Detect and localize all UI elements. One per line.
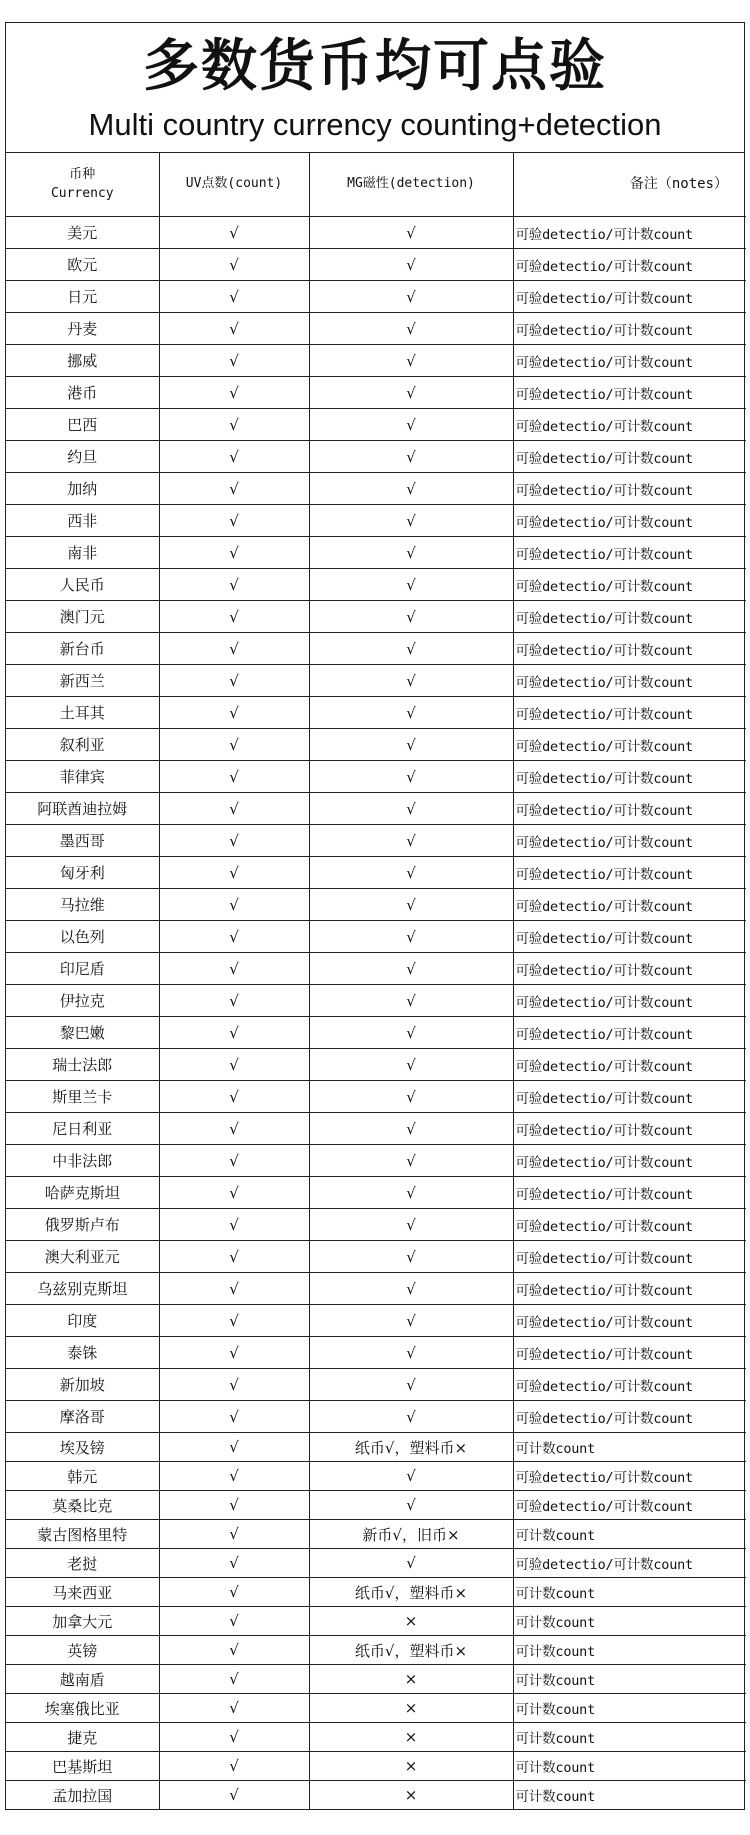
- uv-mark-cell: √: [159, 1549, 309, 1578]
- mg-mark-cell: √: [309, 1305, 513, 1337]
- uv-mark-cell: √: [159, 1607, 309, 1636]
- mg-mark-cell: √: [309, 473, 513, 505]
- note-cell: 可验detectio/可计数count: [513, 665, 746, 697]
- table-row: [6, 1520, 746, 1549]
- table-row: [6, 249, 746, 281]
- currency-name-cell: 新台币: [6, 633, 159, 665]
- note-cell: 可计数count: [513, 1781, 746, 1810]
- mg-mark-cell: √: [309, 985, 513, 1017]
- note-cell: 可验detectio/可计数count: [513, 953, 746, 985]
- header-uv: UV点数(count): [159, 153, 309, 217]
- currency-name-cell: 尼日利亚: [6, 1113, 159, 1145]
- note-cell: 可验detectio/可计数count: [513, 1113, 746, 1145]
- currency-name-cell: 土耳其: [6, 697, 159, 729]
- table-row: [6, 1723, 746, 1752]
- mg-mark-cell: √: [309, 665, 513, 697]
- note-cell: 可验detectio/可计数count: [513, 1369, 746, 1401]
- uv-mark-cell: √: [159, 793, 309, 825]
- mg-mark-cell: ×: [309, 1607, 513, 1636]
- note-cell: 可验detectio/可计数count: [513, 1049, 746, 1081]
- currency-sheet: [5, 22, 745, 1810]
- uv-mark-cell: √: [159, 249, 309, 281]
- table-row: [6, 1209, 746, 1241]
- header-currency: [6, 153, 159, 217]
- uv-mark-cell: √: [159, 1209, 309, 1241]
- mg-mark-cell: √: [309, 569, 513, 601]
- uv-mark-cell: √: [159, 729, 309, 761]
- table-row: [6, 345, 746, 377]
- mg-mark-cell: √: [309, 1369, 513, 1401]
- currency-name-cell: 英镑: [6, 1636, 159, 1665]
- table-row: [6, 825, 746, 857]
- table-row: [6, 1017, 746, 1049]
- mg-mark-cell: √: [309, 633, 513, 665]
- mg-mark-cell: √: [309, 1273, 513, 1305]
- mg-mark-cell: √: [309, 345, 513, 377]
- table-row: [6, 1177, 746, 1209]
- uv-mark-cell: √: [159, 761, 309, 793]
- uv-mark-cell: √: [159, 1752, 309, 1781]
- uv-mark-cell: √: [159, 1305, 309, 1337]
- table-row: [6, 633, 746, 665]
- table-row: [6, 217, 746, 249]
- note-cell: 可计数count: [513, 1520, 746, 1549]
- currency-name-cell: 加拿大元: [6, 1607, 159, 1636]
- note-cell: 可验detectio/可计数count: [513, 1305, 746, 1337]
- table-row: [6, 1145, 746, 1177]
- mg-mark-cell: ×: [309, 1781, 513, 1810]
- mg-mark-cell: √: [309, 1177, 513, 1209]
- table-row: [6, 1462, 746, 1491]
- mg-mark-cell: √: [309, 249, 513, 281]
- note-cell: 可验detectio/可计数count: [513, 217, 746, 249]
- table-row: [6, 761, 746, 793]
- table-row: [6, 985, 746, 1017]
- table-row: [6, 953, 746, 985]
- mg-mark-cell: √: [309, 281, 513, 313]
- uv-mark-cell: √: [159, 281, 309, 313]
- header-row: [6, 153, 746, 217]
- currency-name-cell: 莫桑比克: [6, 1491, 159, 1520]
- header-currency-cn: 币种: [69, 166, 96, 182]
- table-row: [6, 601, 746, 633]
- table-row: [6, 1781, 746, 1810]
- table-row: [6, 697, 746, 729]
- table-row: [6, 377, 746, 409]
- note-cell: 可验detectio/可计数count: [513, 1549, 746, 1578]
- mg-mark-cell: √: [309, 409, 513, 441]
- mg-mark-cell: √: [309, 1017, 513, 1049]
- table-row: [6, 569, 746, 601]
- note-cell: 可验detectio/可计数count: [513, 1337, 746, 1369]
- table-row: [6, 1241, 746, 1273]
- currency-name-cell: 摩洛哥: [6, 1401, 159, 1433]
- table-row: [6, 313, 746, 345]
- note-cell: 可验detectio/可计数count: [513, 793, 746, 825]
- uv-mark-cell: √: [159, 569, 309, 601]
- table-row: [6, 1752, 746, 1781]
- mg-mark-cell: √: [309, 825, 513, 857]
- currency-name-cell: 日元: [6, 281, 159, 313]
- currency-name-cell: 约旦: [6, 441, 159, 473]
- currency-name-cell: 丹麦: [6, 313, 159, 345]
- mg-mark-cell: 新币√，旧币×: [309, 1520, 513, 1549]
- currency-name-cell: 澳门元: [6, 601, 159, 633]
- uv-mark-cell: √: [159, 1578, 309, 1607]
- currency-name-cell: 马来西亚: [6, 1578, 159, 1607]
- mg-mark-cell: ×: [309, 1665, 513, 1694]
- table-row: [6, 441, 746, 473]
- currency-name-cell: 挪威: [6, 345, 159, 377]
- uv-mark-cell: √: [159, 889, 309, 921]
- currency-name-cell: 捷克: [6, 1723, 159, 1752]
- table-row: [6, 1113, 746, 1145]
- uv-mark-cell: √: [159, 1694, 309, 1723]
- currency-name-cell: 黎巴嫩: [6, 1017, 159, 1049]
- mg-mark-cell: √: [309, 1401, 513, 1433]
- mg-mark-cell: √: [309, 217, 513, 249]
- currency-name-cell: 韩元: [6, 1462, 159, 1491]
- note-cell: 可计数count: [513, 1607, 746, 1636]
- uv-mark-cell: √: [159, 1433, 309, 1462]
- table-row: [6, 729, 746, 761]
- note-cell: 可计数count: [513, 1694, 746, 1723]
- mg-mark-cell: √: [309, 441, 513, 473]
- uv-mark-cell: √: [159, 1723, 309, 1752]
- mg-mark-cell: ×: [309, 1694, 513, 1723]
- note-cell: 可验detectio/可计数count: [513, 697, 746, 729]
- uv-mark-cell: √: [159, 1520, 309, 1549]
- mg-mark-cell: √: [309, 505, 513, 537]
- table-row: [6, 1578, 746, 1607]
- uv-mark-cell: √: [159, 921, 309, 953]
- note-cell: 可验detectio/可计数count: [513, 409, 746, 441]
- note-cell: 可验detectio/可计数count: [513, 441, 746, 473]
- note-cell: 可验detectio/可计数count: [513, 345, 746, 377]
- header-mg: MG磁性(detection): [309, 153, 513, 217]
- mg-mark-cell: √: [309, 1337, 513, 1369]
- note-cell: 可验detectio/可计数count: [513, 377, 746, 409]
- uv-mark-cell: √: [159, 505, 309, 537]
- uv-mark-cell: √: [159, 1665, 309, 1694]
- note-cell: 可验detectio/可计数count: [513, 1145, 746, 1177]
- mg-mark-cell: 纸币√，塑料币×: [309, 1433, 513, 1462]
- note-cell: 可验detectio/可计数count: [513, 825, 746, 857]
- mg-mark-cell: √: [309, 1081, 513, 1113]
- note-cell: 可计数count: [513, 1752, 746, 1781]
- note-cell: 可验detectio/可计数count: [513, 313, 746, 345]
- uv-mark-cell: √: [159, 313, 309, 345]
- title-chinese: 多数货币均可点验: [143, 34, 607, 99]
- currency-name-cell: 泰铢: [6, 1337, 159, 1369]
- table-row: [6, 1636, 746, 1665]
- uv-mark-cell: √: [159, 345, 309, 377]
- uv-mark-cell: √: [159, 1145, 309, 1177]
- uv-mark-cell: √: [159, 217, 309, 249]
- uv-mark-cell: √: [159, 1113, 309, 1145]
- currency-name-cell: 新加坡: [6, 1369, 159, 1401]
- currency-name-cell: 美元: [6, 217, 159, 249]
- note-cell: 可验detectio/可计数count: [513, 537, 746, 569]
- table-row: [6, 281, 746, 313]
- note-cell: 可验detectio/可计数count: [513, 249, 746, 281]
- currency-table: [6, 153, 746, 1809]
- uv-mark-cell: √: [159, 473, 309, 505]
- currency-name-cell: 越南盾: [6, 1665, 159, 1694]
- uv-mark-cell: √: [159, 409, 309, 441]
- uv-mark-cell: √: [159, 1781, 309, 1810]
- currency-name-cell: 巴基斯坦: [6, 1752, 159, 1781]
- note-cell: 可验detectio/可计数count: [513, 985, 746, 1017]
- currency-name-cell: 老挝: [6, 1549, 159, 1578]
- note-cell: 可验detectio/可计数count: [513, 889, 746, 921]
- currency-name-cell: 南非: [6, 537, 159, 569]
- uv-mark-cell: √: [159, 953, 309, 985]
- table-body: [6, 217, 746, 1810]
- currency-name-cell: 孟加拉国: [6, 1781, 159, 1810]
- currency-name-cell: 埃及镑: [6, 1433, 159, 1462]
- currency-name-cell: 马拉维: [6, 889, 159, 921]
- table-row: [6, 473, 746, 505]
- currency-name-cell: 西非: [6, 505, 159, 537]
- currency-name-cell: 印尼盾: [6, 953, 159, 985]
- table-row: [6, 1401, 746, 1433]
- mg-mark-cell: ×: [309, 1723, 513, 1752]
- table-row: [6, 889, 746, 921]
- uv-mark-cell: √: [159, 1369, 309, 1401]
- currency-name-cell: 新西兰: [6, 665, 159, 697]
- note-cell: 可验detectio/可计数count: [513, 1462, 746, 1491]
- uv-mark-cell: √: [159, 1017, 309, 1049]
- table-row: [6, 1694, 746, 1723]
- currency-name-cell: 乌兹别克斯坦: [6, 1273, 159, 1305]
- currency-name-cell: 加纳: [6, 473, 159, 505]
- currency-name-cell: 伊拉克: [6, 985, 159, 1017]
- mg-mark-cell: √: [309, 1209, 513, 1241]
- table-row: [6, 1081, 746, 1113]
- mg-mark-cell: √: [309, 761, 513, 793]
- uv-mark-cell: √: [159, 1462, 309, 1491]
- uv-mark-cell: √: [159, 1491, 309, 1520]
- table-row: [6, 793, 746, 825]
- currency-name-cell: 印度: [6, 1305, 159, 1337]
- title-block: [6, 23, 744, 153]
- mg-mark-cell: √: [309, 313, 513, 345]
- mg-mark-cell: √: [309, 1462, 513, 1491]
- uv-mark-cell: √: [159, 1401, 309, 1433]
- mg-mark-cell: √: [309, 697, 513, 729]
- note-cell: 可验detectio/可计数count: [513, 857, 746, 889]
- note-cell: 可计数count: [513, 1636, 746, 1665]
- table-row: [6, 1369, 746, 1401]
- table-row: [6, 1273, 746, 1305]
- uv-mark-cell: √: [159, 1636, 309, 1665]
- mg-mark-cell: √: [309, 1113, 513, 1145]
- mg-mark-cell: √: [309, 1549, 513, 1578]
- uv-mark-cell: √: [159, 1241, 309, 1273]
- uv-mark-cell: √: [159, 633, 309, 665]
- note-cell: 可验detectio/可计数count: [513, 473, 746, 505]
- currency-name-cell: 匈牙利: [6, 857, 159, 889]
- note-cell: 可验detectio/可计数count: [513, 505, 746, 537]
- table-row: [6, 857, 746, 889]
- table-row: [6, 1607, 746, 1636]
- currency-name-cell: 以色列: [6, 921, 159, 953]
- note-cell: 可验detectio/可计数count: [513, 729, 746, 761]
- mg-mark-cell: 纸币√，塑料币×: [309, 1578, 513, 1607]
- note-cell: 可验detectio/可计数count: [513, 1273, 746, 1305]
- uv-mark-cell: √: [159, 1081, 309, 1113]
- table-row: [6, 921, 746, 953]
- uv-mark-cell: √: [159, 1049, 309, 1081]
- currency-name-cell: 中非法郎: [6, 1145, 159, 1177]
- note-cell: 可验detectio/可计数count: [513, 601, 746, 633]
- table-row: [6, 1337, 746, 1369]
- uv-mark-cell: √: [159, 441, 309, 473]
- mg-mark-cell: √: [309, 729, 513, 761]
- currency-name-cell: 菲律宾: [6, 761, 159, 793]
- currency-name-cell: 巴西: [6, 409, 159, 441]
- uv-mark-cell: √: [159, 537, 309, 569]
- table-row: [6, 1049, 746, 1081]
- header-notes: 备注（notes）: [513, 153, 746, 217]
- currency-name-cell: 欧元: [6, 249, 159, 281]
- table-row: [6, 1549, 746, 1578]
- table-row: [6, 665, 746, 697]
- currency-name-cell: 港币: [6, 377, 159, 409]
- uv-mark-cell: √: [159, 377, 309, 409]
- mg-mark-cell: 纸币√，塑料币×: [309, 1636, 513, 1665]
- uv-mark-cell: √: [159, 1337, 309, 1369]
- uv-mark-cell: √: [159, 697, 309, 729]
- mg-mark-cell: √: [309, 953, 513, 985]
- mg-mark-cell: √: [309, 1241, 513, 1273]
- note-cell: 可计数count: [513, 1578, 746, 1607]
- note-cell: 可验detectio/可计数count: [513, 569, 746, 601]
- table-row: [6, 1665, 746, 1694]
- mg-mark-cell: √: [309, 793, 513, 825]
- uv-mark-cell: √: [159, 601, 309, 633]
- currency-name-cell: 蒙古图格里特: [6, 1520, 159, 1549]
- note-cell: 可验detectio/可计数count: [513, 921, 746, 953]
- mg-mark-cell: √: [309, 1049, 513, 1081]
- mg-mark-cell: √: [309, 601, 513, 633]
- note-cell: 可验detectio/可计数count: [513, 1177, 746, 1209]
- table-row: [6, 409, 746, 441]
- table-row: [6, 1491, 746, 1520]
- note-cell: 可验detectio/可计数count: [513, 761, 746, 793]
- note-cell: 可验detectio/可计数count: [513, 1401, 746, 1433]
- mg-mark-cell: √: [309, 889, 513, 921]
- note-cell: 可验detectio/可计数count: [513, 1209, 746, 1241]
- table-row: [6, 537, 746, 569]
- currency-name-cell: 人民币: [6, 569, 159, 601]
- currency-name-cell: 哈萨克斯坦: [6, 1177, 159, 1209]
- note-cell: 可验detectio/可计数count: [513, 1017, 746, 1049]
- uv-mark-cell: √: [159, 985, 309, 1017]
- uv-mark-cell: √: [159, 665, 309, 697]
- mg-mark-cell: √: [309, 1145, 513, 1177]
- mg-mark-cell: ×: [309, 1752, 513, 1781]
- table-row: [6, 505, 746, 537]
- mg-mark-cell: √: [309, 377, 513, 409]
- mg-mark-cell: √: [309, 921, 513, 953]
- currency-name-cell: 俄罗斯卢布: [6, 1209, 159, 1241]
- mg-mark-cell: √: [309, 1491, 513, 1520]
- currency-name-cell: 叙利亚: [6, 729, 159, 761]
- table-row: [6, 1433, 746, 1462]
- uv-mark-cell: √: [159, 825, 309, 857]
- note-cell: 可验detectio/可计数count: [513, 1241, 746, 1273]
- mg-mark-cell: √: [309, 537, 513, 569]
- uv-mark-cell: √: [159, 1177, 309, 1209]
- currency-name-cell: 埃塞俄比亚: [6, 1694, 159, 1723]
- currency-name-cell: 阿联酋迪拉姆: [6, 793, 159, 825]
- note-cell: 可验detectio/可计数count: [513, 1081, 746, 1113]
- note-cell: 可计数count: [513, 1433, 746, 1462]
- mg-mark-cell: √: [309, 857, 513, 889]
- uv-mark-cell: √: [159, 1273, 309, 1305]
- currency-name-cell: 斯里兰卡: [6, 1081, 159, 1113]
- currency-name-cell: 澳大利亚元: [6, 1241, 159, 1273]
- title-english: Multi country currency counting+detection: [88, 107, 662, 142]
- note-cell: 可计数count: [513, 1723, 746, 1752]
- note-cell: 可验detectio/可计数count: [513, 281, 746, 313]
- currency-name-cell: 瑞士法郎: [6, 1049, 159, 1081]
- currency-name-cell: 墨西哥: [6, 825, 159, 857]
- header-currency-en: Currency: [50, 185, 114, 201]
- uv-mark-cell: √: [159, 857, 309, 889]
- note-cell: 可计数count: [513, 1665, 746, 1694]
- note-cell: 可验detectio/可计数count: [513, 633, 746, 665]
- table-row: [6, 1305, 746, 1337]
- note-cell: 可验detectio/可计数count: [513, 1491, 746, 1520]
